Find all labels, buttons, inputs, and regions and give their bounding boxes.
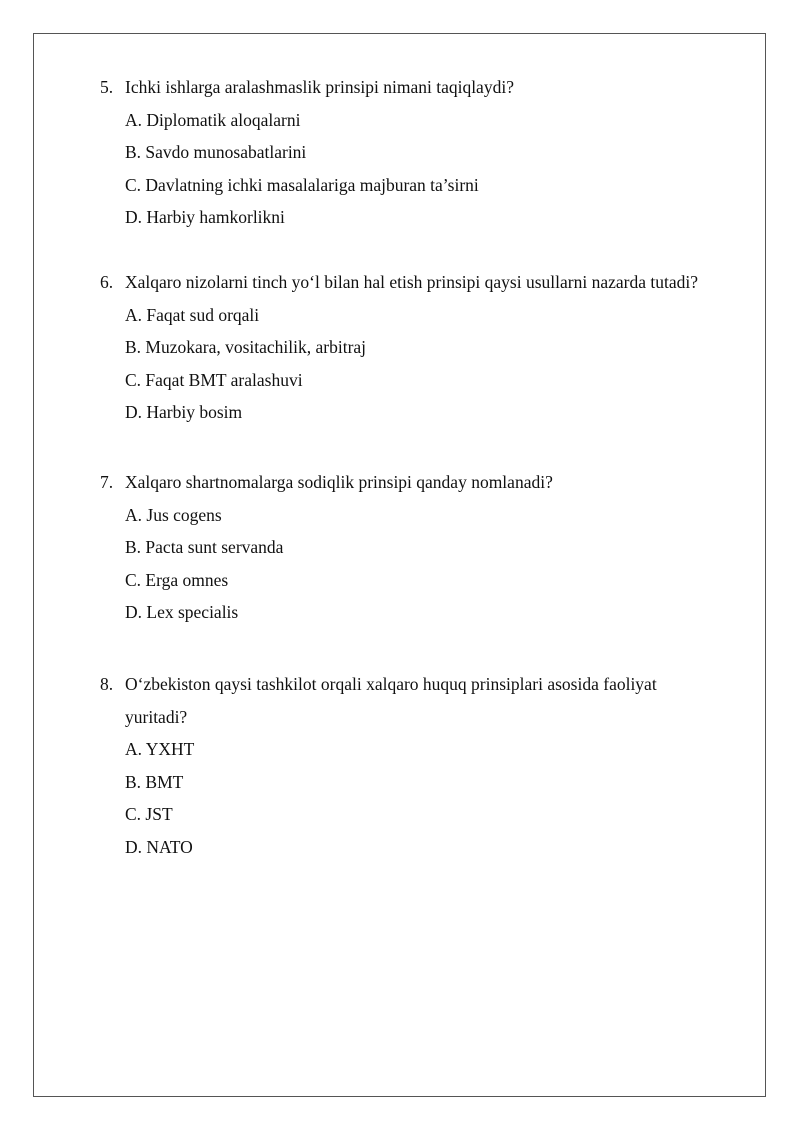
option-b: B. Savdo munosabatlarini	[125, 142, 307, 162]
question-number: 7.	[100, 472, 114, 492]
option-b: B. Muzokara, vositachilik, arbitraj	[125, 337, 367, 357]
option-c: C. JST	[125, 804, 173, 824]
option-a: A. YXHT	[125, 739, 195, 759]
question-text: O‘zbekiston qaysi tashkilot orqali xalqaro huquq prinsiplari asosida faoliyat yuritadi?	[125, 674, 657, 727]
option-d: D. Harbiy hamkorlikni	[125, 207, 285, 227]
question-8	[0, 668, 800, 863]
question-text: Ichki ishlarga aralashmaslik prinsipi nimani taqiqlaydi?	[125, 77, 514, 97]
option-d: D. Lex specialis	[125, 602, 239, 622]
question-6	[0, 266, 800, 429]
option-b: B. Pacta sunt servanda	[125, 537, 284, 557]
option-a: A. Jus cogens	[125, 504, 222, 525]
option-c: C. Erga omnes	[125, 569, 229, 590]
question-text: Xalqaro nizolarni tinch yo‘l bilan hal etish prinsipi qaysi usullarni nazarda tutadi?	[125, 272, 698, 292]
question-7	[0, 466, 800, 629]
question-text: Xalqaro shartnomalarga sodiqlik prinsipi qanday nomlanadi?	[125, 472, 553, 492]
question-5	[0, 71, 800, 234]
option-a: A. Faqat sud orqali	[125, 304, 260, 325]
option-d: D. NATO	[125, 836, 193, 857]
option-d: D. Harbiy bosim	[125, 402, 243, 422]
question-number: 6.	[100, 272, 114, 292]
option-b: B. BMT	[125, 771, 184, 792]
option-c: C. Davlatning ichki masalalariga majburan ta’sirni	[125, 174, 479, 195]
question-number: 8.	[100, 674, 114, 694]
question-number: 5.	[100, 77, 114, 97]
option-c: C. Faqat BMT aralashuvi	[125, 369, 303, 390]
option-a: A. Diplomatik aloqalarni	[125, 109, 301, 130]
